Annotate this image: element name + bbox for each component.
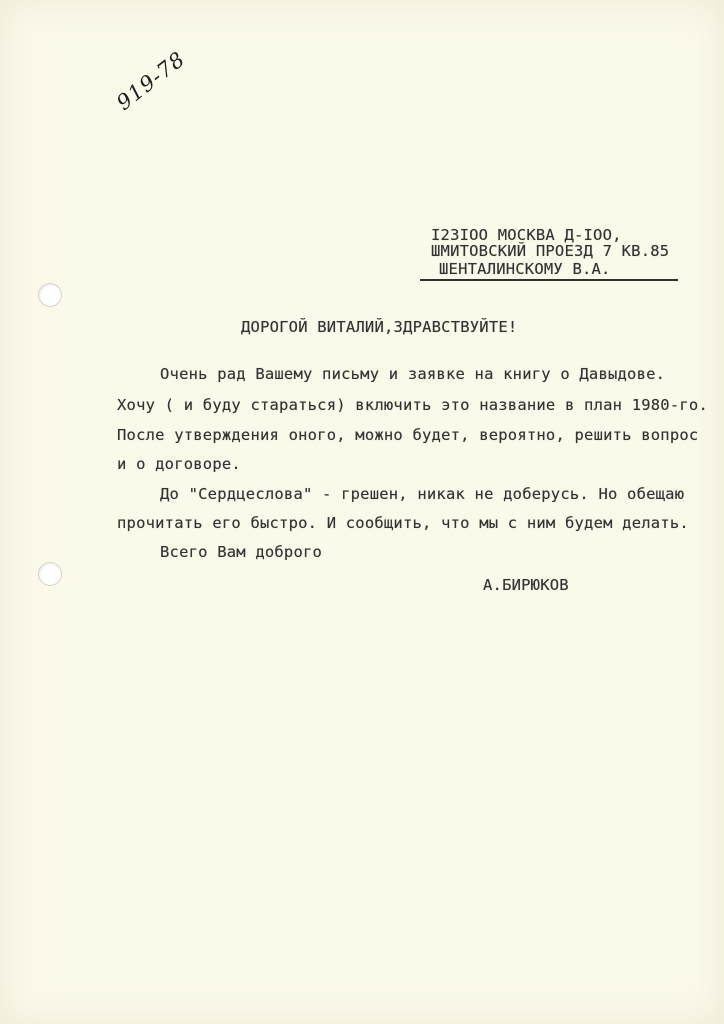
recipient-underline — [420, 279, 678, 281]
letter-body-line: До "Сердцеслова" - грешен, никак не доберусь. Но обещаю — [160, 485, 685, 503]
letter-body-line: прочитать его быстро. И сообщить, что мы с ним будем делать. — [117, 514, 689, 532]
punch-hole — [38, 562, 62, 586]
letter-body-line: и о договоре. — [117, 455, 241, 473]
address-line-postcode-city: I23IOO МОСКВА Д-IOO, — [431, 226, 622, 244]
letter-body-line: Очень рад Вашему письму и заявке на книгу о Давыдове. — [160, 365, 666, 383]
address-line-street: ШМИТОВСКИЙ ПРОЕЗД 7 КВ.85 — [431, 242, 670, 260]
letter-body-line: Хочу ( и буду стараться) включить это название в план 1980-го. — [117, 396, 708, 414]
letter-body-line: После утверждения оного, можно будет, вероятно, решить вопрос — [117, 426, 699, 444]
letter-greeting: ДОРОГОЙ ВИТАЛИЙ,ЗДРАВСТВУЙТЕ! — [241, 318, 518, 336]
handwritten-file-number: 919-78 — [112, 46, 190, 115]
letter-closing: Всего Вам доброго — [160, 543, 323, 561]
address-line-recipient: ШЕНТАЛИНСКОМУ В.А. — [439, 260, 611, 278]
punch-hole — [38, 283, 62, 307]
letter-signature: А.БИРЮКОВ — [483, 576, 569, 594]
